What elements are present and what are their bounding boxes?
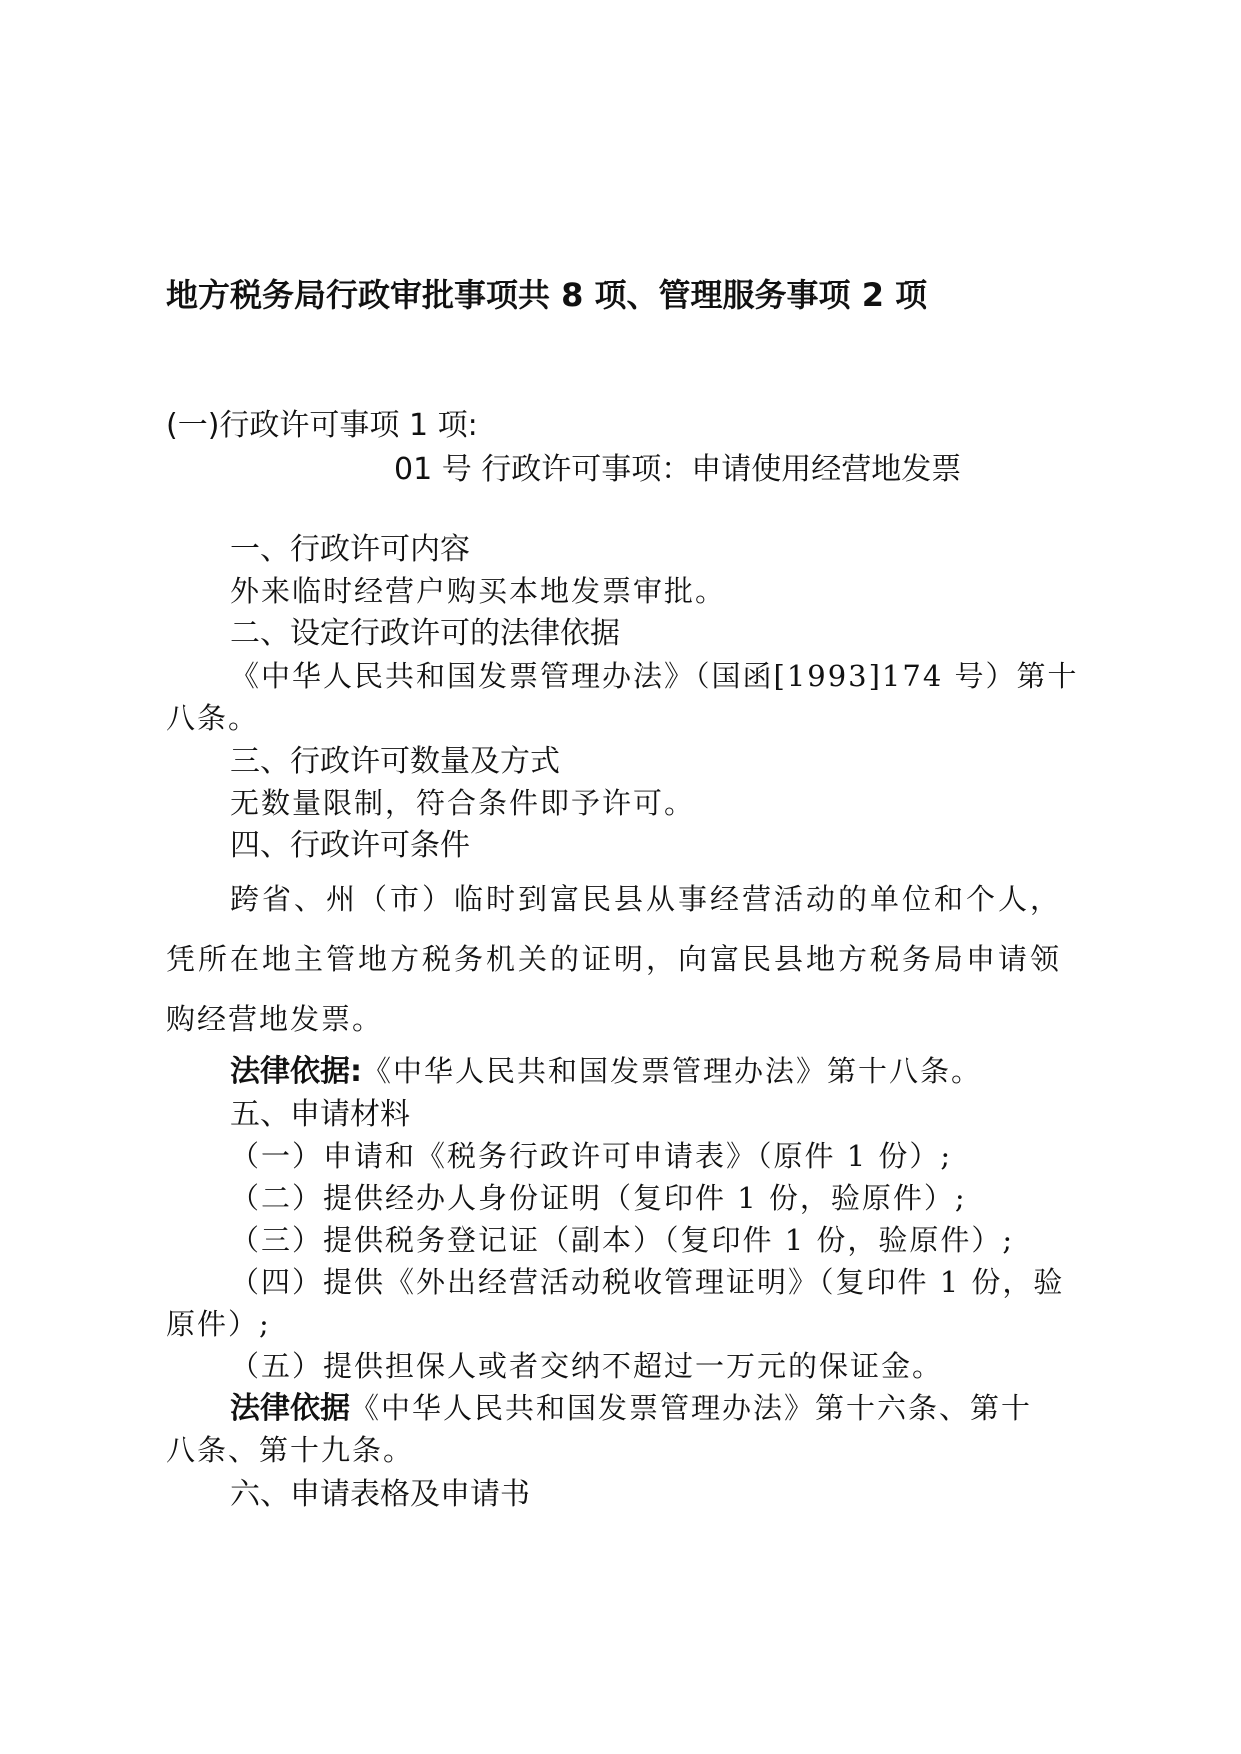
section4-basis bbox=[230, 1054, 983, 1089]
section5-item-4: （四）提供《外出经营活动税收管理证明》（复印件 1 份，验 bbox=[230, 1265, 1065, 1299]
section5-heading: 五、申请材料 bbox=[230, 1097, 410, 1132]
section2-text-line1: 《中华人民共和国发票管理办法》（国函[1993]174 号）第十 bbox=[230, 659, 1079, 693]
item-title: 01 号 行政许可事项：申请使用经营地发票 bbox=[394, 452, 962, 487]
section1-heading: 一、行政许可内容 bbox=[230, 532, 470, 567]
section1-text: 外来临时经营户购买本地发票审批。 bbox=[230, 574, 727, 608]
section4-text-line2: 凭所在地主管地方税务机关的证明，向富民县地方税务局申请领 bbox=[166, 942, 1063, 976]
section5-item-2: （二）提供经办人身份证明（复印件 1 份，验原件）; bbox=[230, 1181, 967, 1215]
section4-text-line1: 跨省、州（市）临时到富民县从事经营活动的单位和个人， bbox=[230, 882, 1063, 916]
section3-text: 无数量限制，符合条件即予许可。 bbox=[230, 786, 696, 820]
section3-heading: 三、行政许可数量及方式 bbox=[230, 744, 560, 779]
section5-item-1: （一）申请和《税务行政许可申请表》（原件 1 份）; bbox=[230, 1139, 953, 1173]
section5-basis bbox=[230, 1391, 1033, 1426]
section-group-heading: (一)行政许可事项 1 项: bbox=[166, 408, 478, 443]
section5-item-3: （三）提供税务登记证（副本）（复印件 1 份，验原件）; bbox=[230, 1223, 1015, 1257]
document-title: 地方税务局行政审批事项共 8 项、管理服务事项 2 项 bbox=[166, 276, 928, 314]
section4-basis-label: 法律依据: bbox=[230, 1054, 362, 1089]
section5-basis-text: 《中华人民共和国发票管理办法》第十六条、第十 bbox=[350, 1391, 1033, 1425]
section4-basis-text: 《中华人民共和国发票管理办法》第十八条。 bbox=[362, 1054, 983, 1088]
section2-text-line2: 八条。 bbox=[166, 701, 260, 735]
section5-item-5: （五）提供担保人或者交纳不超过一万元的保证金。 bbox=[230, 1349, 944, 1383]
section5-item-4-cont: 原件）; bbox=[166, 1307, 271, 1341]
section2-heading: 二、设定行政许可的法律依据 bbox=[230, 616, 620, 651]
section4-text-line3: 购经营地发票。 bbox=[166, 1002, 384, 1036]
section5-basis-label: 法律依据 bbox=[230, 1391, 350, 1426]
section4-heading: 四、行政许可条件 bbox=[230, 828, 470, 863]
section6-heading: 六、申请表格及申请书 bbox=[230, 1477, 530, 1512]
section5-basis-text-cont: 八条、第十九条。 bbox=[166, 1433, 415, 1467]
